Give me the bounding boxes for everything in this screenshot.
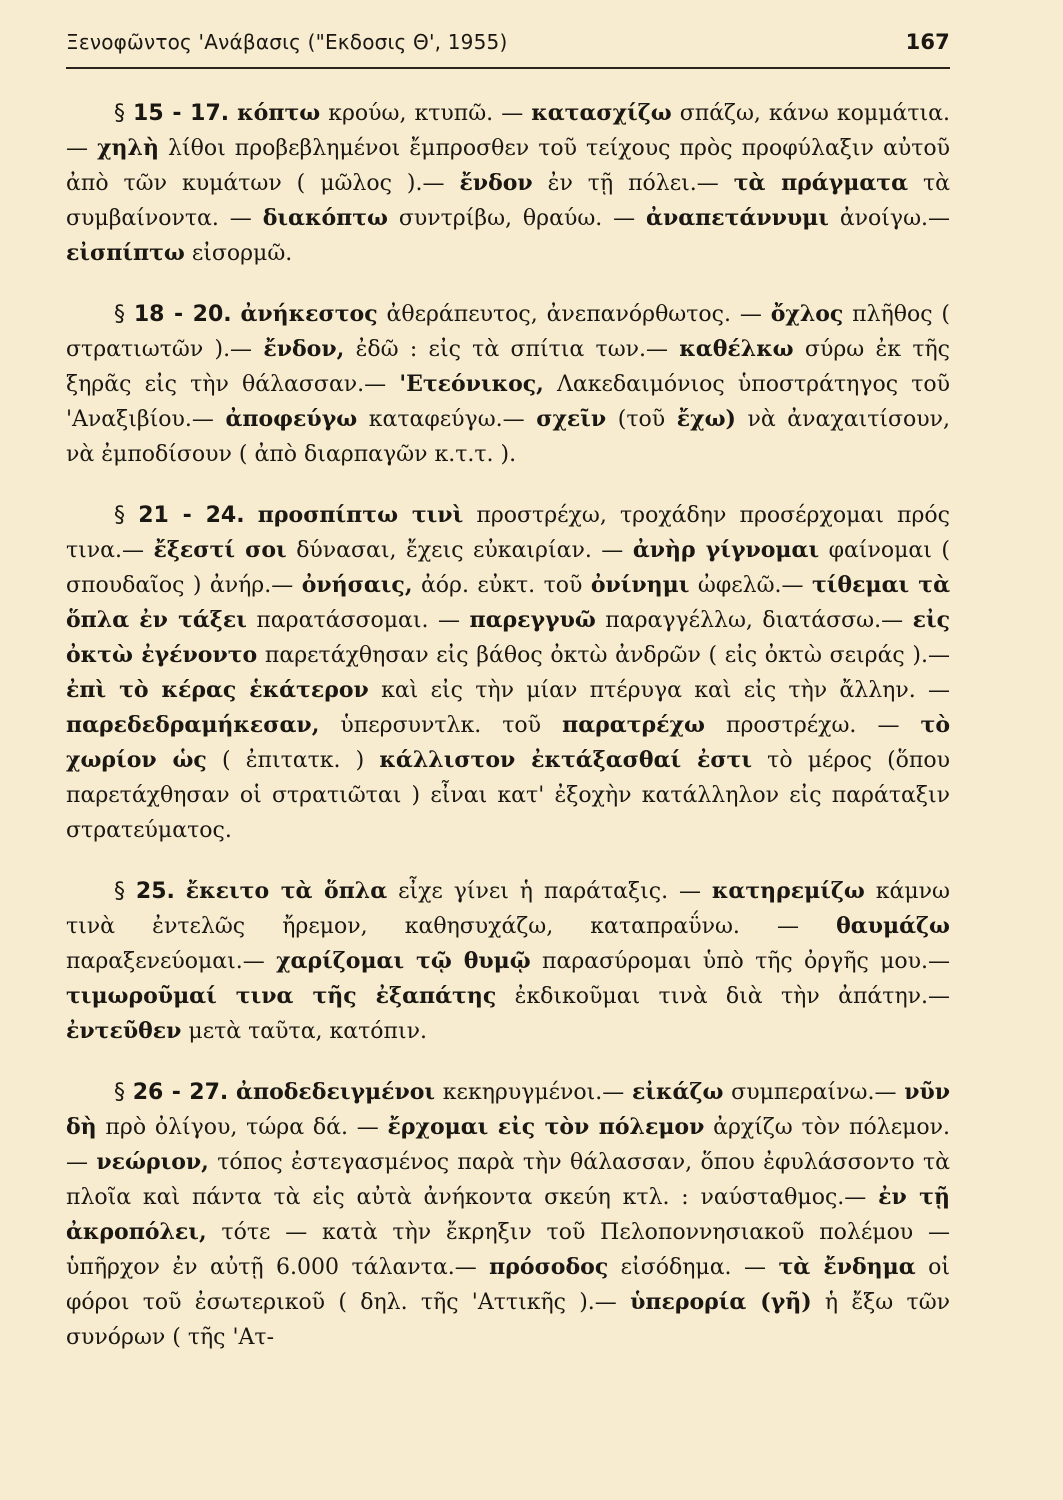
headword: παρατρέχω xyxy=(562,712,705,738)
section-range: 18 - 20. xyxy=(133,302,232,327)
gloss-text: σπάζω, κάνω κομμάτια. — xyxy=(66,101,950,161)
gloss-text: μετὰ ταῦτα, κατόπιν. xyxy=(181,1019,428,1044)
headword: τὸ χωρίον ὡς xyxy=(66,712,951,773)
gloss-text: τὸ μέρος (ὅπου παρετάχθησαν οἱ στρατιῶται ) εἶναι κατ' ἐξοχὴν κατάλληλον εἰς παράταξιν στρατεύματος. xyxy=(66,748,950,843)
headword: ὀνίνημι xyxy=(590,572,690,598)
headword: κόπτω xyxy=(237,100,321,126)
gloss-text: εἰσορμῶ. xyxy=(184,241,293,266)
gloss-text: προστρέχω. — xyxy=(704,713,921,738)
gloss-text: δύνασαι, ἔχεις εὐκαιρίαν. — xyxy=(286,538,633,563)
page-number: 167 xyxy=(905,30,950,54)
headword: νῦν δὴ xyxy=(66,1079,950,1140)
gloss-text: ἐδῶ : εἰς τὰ σπίτια των.— xyxy=(344,337,680,362)
headword: ἀνήκεστος xyxy=(240,301,378,327)
running-header xyxy=(66,30,950,54)
gloss-text: φαίνομαι ( σπουδαῖος ) ἀνήρ.— xyxy=(66,538,950,598)
gloss-text: καὶ εἰς τὴν μίαν πτέρυγα καὶ εἰς τὴν ἄλλην. — xyxy=(368,678,950,703)
gloss-text: συντρίβω, θραύω. — xyxy=(387,206,647,231)
gloss-text xyxy=(175,879,186,904)
gloss-text: σύρω ἐκ τῆς ξηρᾶς εἰς τὴν θάλασσαν.— xyxy=(66,337,950,397)
gloss-text: ἀόρ. εὐκτ. τοῦ xyxy=(412,573,591,598)
gloss-text: ἀθεράπευτος, ἀνεπανόρθωτος. — xyxy=(377,302,771,327)
paragraph-21-24 xyxy=(66,498,950,848)
gloss-text: τόπος ἐστεγασμένος παρὰ τὴν θάλασσαν, ὅπου ἐφυλάσσοντο τὰ πλοῖα καὶ πάντα τὰ εἰς αὐτὰ ἀνήκοντα σκεύη κτλ. : ναύσταθμος.— xyxy=(66,1150,951,1210)
section-range: 21 - 24. xyxy=(138,503,245,528)
headword: ἔρχομαι εἰς τὸν πόλεμον xyxy=(387,1114,705,1140)
header-rule xyxy=(66,67,950,69)
headword: ἔκειτο τὰ ὅπλα xyxy=(185,878,388,904)
gloss-text xyxy=(228,1080,236,1105)
headword: εἰς ὀκτὼ ἐγένοντο xyxy=(66,607,951,668)
gloss-text: τὰ συμβαίνοντα. — xyxy=(66,171,951,231)
gloss-text: τότε — κατὰ τὴν ἔκρηξιν τοῦ Πελοποννησιακοῦ πολέμου — ὑπῆρχον ἐν αὐτῇ 6.000 τάλαντα.— xyxy=(66,1220,950,1280)
gloss-text xyxy=(245,503,258,528)
gloss-text: κεκηρυγμένοι.— xyxy=(435,1080,633,1105)
headword: τίθεμαι τὰ ὅπλα ἐν τάξει xyxy=(66,572,950,633)
headword: ἔνδον xyxy=(459,170,533,196)
section-mark: § xyxy=(114,101,125,126)
headword: ἔνδον, xyxy=(263,336,345,362)
gloss-text: εἰσόδημα. — xyxy=(608,1255,779,1280)
headword: ἐντεῦθεν xyxy=(66,1018,182,1044)
headword: παρεδεδραμήκεσαν, xyxy=(66,712,320,738)
headword: χηλὴ xyxy=(97,135,159,161)
gloss-text: ἡ ἔξω τῶν συνόρων ( τῆς 'Ατ- xyxy=(66,1290,951,1350)
gloss-text: ἀνοίγω.— xyxy=(828,206,950,231)
section-mark: § xyxy=(114,503,125,528)
gloss-text: ἐν τῇ πόλει.— xyxy=(532,171,734,196)
gloss-text xyxy=(229,101,237,126)
headword: πρόσοδος xyxy=(489,1254,609,1280)
headword: παρεγγυῶ xyxy=(469,607,596,633)
gloss-text: καταφεύγω.— xyxy=(357,407,537,432)
headword: ἀνὴρ γίγνομαι xyxy=(632,537,820,563)
gloss-text: οἱ φόροι τοῦ ἐσωτερικοῦ ( δηλ. τῆς 'Αττικῆς ).— xyxy=(66,1255,951,1315)
gloss-text: παρατάσσομαι. — xyxy=(246,608,470,633)
gloss-text: (τοῦ xyxy=(606,407,677,432)
headword: ἔξεστί σοι xyxy=(153,537,287,563)
gloss-text: πρὸ ὀλίγου, τώρα δά. — xyxy=(96,1115,388,1140)
headword: τὰ πράγματα xyxy=(733,170,909,196)
gloss-text: κρούω, κτυπῶ. — xyxy=(320,101,532,126)
gloss-text: εἶχε γίνει ἡ παράταξις. — xyxy=(387,879,712,904)
headword: εἰσπίπτω xyxy=(66,240,185,266)
paragraph-18-20 xyxy=(66,297,950,472)
headword: ἐν τῇ ἀκροπόλει, xyxy=(66,1184,950,1245)
headword: ἀποφεύγω xyxy=(225,406,358,432)
gloss-text: νὰ ἀναχαιτίσουν, νὰ ἐμποδίσουν ( ἀπὸ διαρπαγῶν κ.τ.τ. ). xyxy=(66,407,950,467)
headword: προσπίπτω τινὶ xyxy=(257,502,464,528)
headword: τὰ ἔνδημα xyxy=(778,1254,916,1280)
headword: ὑπερορία (γῆ) xyxy=(630,1289,812,1315)
headword: ἔχω) xyxy=(676,406,736,432)
headword: νεώριον, xyxy=(96,1149,209,1175)
gloss-text: συμπεραίνω.— xyxy=(723,1080,905,1105)
headword: θαυμάζω xyxy=(836,913,950,939)
headword: τιμωροῦμαί τινα τῆς ἐξαπάτης xyxy=(66,983,497,1009)
gloss-text: παρασύρομαι ὑπὸ τῆς ὀργῆς μου.— xyxy=(530,949,951,974)
headword: χαρίζομαι τῷ θυμῷ xyxy=(276,948,531,974)
headword: κατηρεμίζω xyxy=(711,878,865,904)
headword: ἀποδεδειγμένοι xyxy=(236,1079,436,1105)
headword: ὄχλος xyxy=(770,301,844,327)
headword: καθέλκω xyxy=(679,336,794,362)
section-mark: § xyxy=(114,879,125,904)
gloss-text: ἐκδικοῦμαι τινὰ διὰ τὴν ἀπάτην.— xyxy=(496,984,950,1009)
headword: ἀναπετάννυμι xyxy=(646,205,829,231)
headword: ὀνήσαις, xyxy=(301,572,413,598)
gloss-text: ( ἐπιτατκ. ) xyxy=(206,748,380,773)
section-mark: § xyxy=(114,302,125,327)
gloss-text: κάμνω τινὰ ἐντελῶς ἤρεμον, καθησυχάζω, καταπραΰνω. — xyxy=(66,879,950,939)
headword: σχεῖν xyxy=(536,406,607,432)
section-range: 26 - 27. xyxy=(132,1080,229,1105)
header-title: Ξενοφῶντος 'Ανάβασις ("Εκδοσις Θ', 1955) xyxy=(66,30,508,54)
gloss-text: ὠφελῶ.— xyxy=(689,573,812,598)
headword: κάλλιστον ἐκτάξασθαί ἐστι xyxy=(379,747,753,773)
gloss-text: παραγγέλλω, διατάσσω.— xyxy=(595,608,913,633)
paragraph-26-27 xyxy=(66,1075,950,1355)
paragraph-25 xyxy=(66,874,950,1049)
gloss-text: παραξενεύομαι.— xyxy=(66,949,277,974)
headword: κατασχίζω xyxy=(531,100,672,126)
glossary-body xyxy=(66,96,950,1381)
gloss-text: ὑπερσυντλκ. τοῦ xyxy=(319,713,563,738)
section-mark: § xyxy=(114,1080,125,1105)
gloss-text: παρετάχθησαν εἰς βάθος ὀκτὼ ἀνδρῶν ( εἰς ὀκτὼ σειράς ).— xyxy=(257,643,950,668)
gloss-text: Λακεδαιμόνιος ὑποστράτηγος τοῦ 'Αναξιβίου.— xyxy=(66,372,950,432)
gloss-text: ἀρχίζω τὸν πόλεμον.— xyxy=(66,1115,951,1175)
gloss-text: προστρέχω, τροχάδην προσέρχομαι πρός τινα.— xyxy=(66,503,950,563)
headword: ἐπὶ τὸ κέρας ἑκάτερον xyxy=(66,677,369,703)
gloss-text: πλῆθος ( στρατιωτῶν ).— xyxy=(66,302,951,362)
headword: διακόπτω xyxy=(262,205,388,231)
paragraph-15-17 xyxy=(66,96,950,271)
headword: 'Ετεόνικος, xyxy=(399,371,544,397)
headword: εἰκάζω xyxy=(632,1079,724,1105)
section-range: 25. xyxy=(135,879,175,904)
gloss-text: λίθοι προβεβλημένοι ἔμπροσθεν τοῦ τείχους πρὸς προφύλαξιν αὐτοῦ ἀπὸ τῶν κυμάτων ( μῶλος ).— xyxy=(66,136,950,196)
section-range: 15 - 17. xyxy=(133,101,230,126)
